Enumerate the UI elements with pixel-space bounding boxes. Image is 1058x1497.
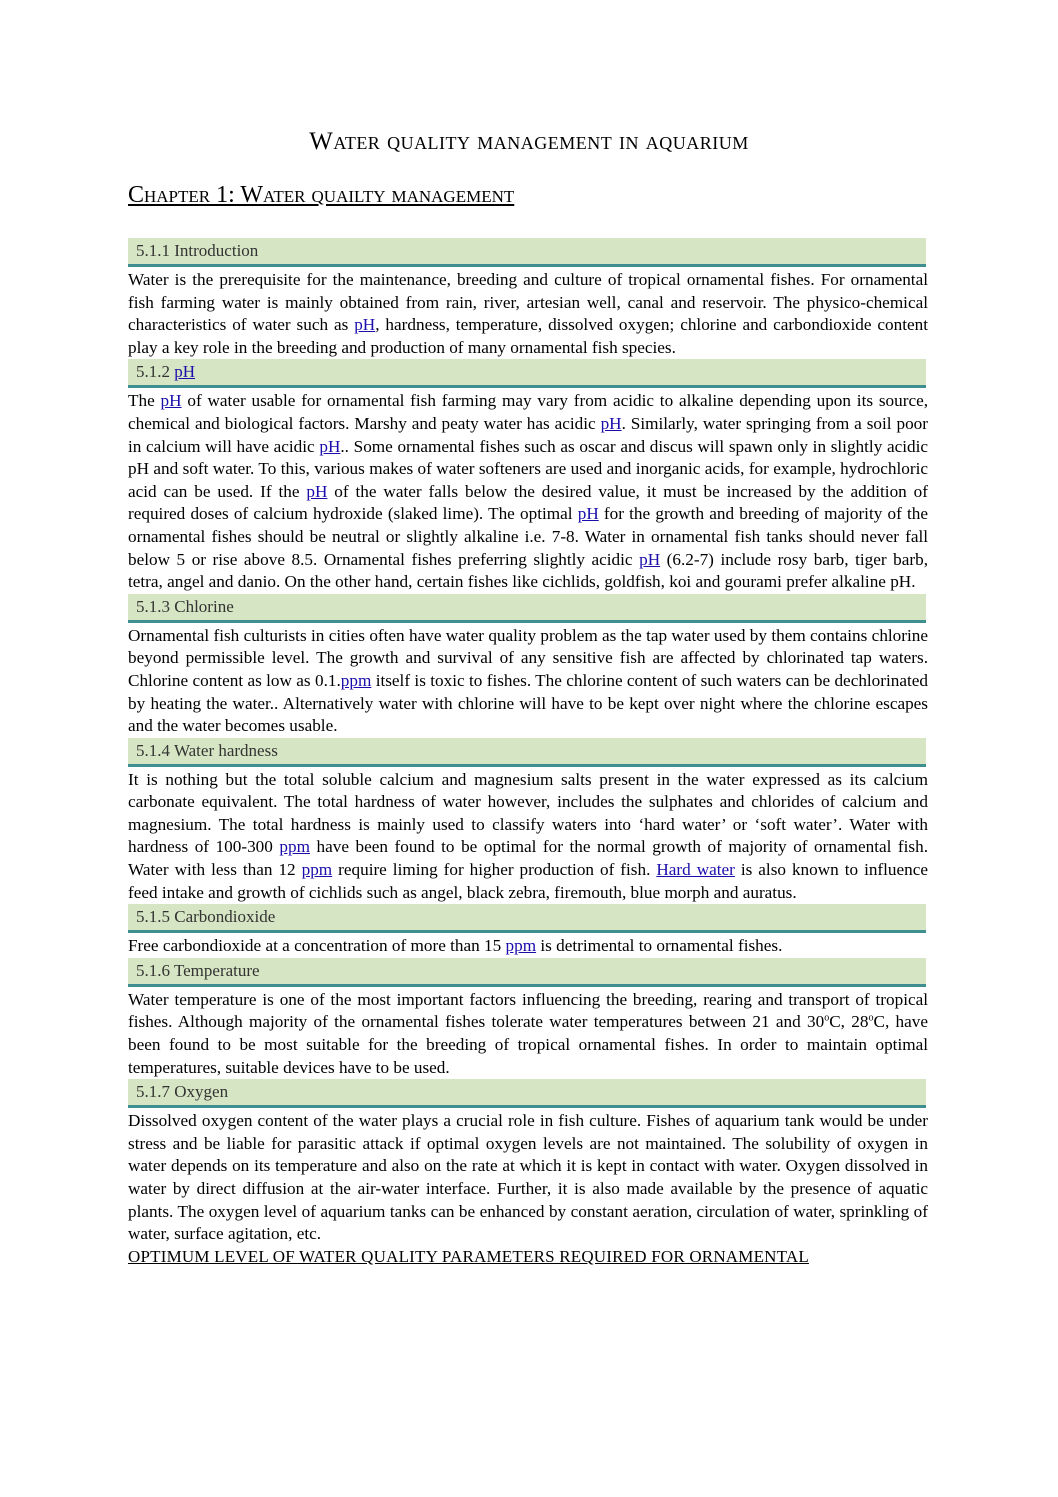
ph-link[interactable]: pH xyxy=(306,481,328,501)
text-run: have been found to be optimal for the normal growth of majority of ornamental fish. Water with less than 12 xyxy=(128,837,928,880)
section-text-ph xyxy=(128,390,928,593)
document-title: Water quality management in aquarium xyxy=(309,128,749,155)
optimum-levels-heading: OPTIMUM LEVEL OF WATER QUALITY PARAMETERS REQUIRED FOR ORNAMENTAL xyxy=(128,1246,809,1266)
ph-link[interactable]: pH xyxy=(600,413,622,433)
text-run: The xyxy=(128,391,161,411)
text-run: (6.2-7) include rosy barb, tiger barb, tetra, angel and danio. On the other hand, certain fishes like cichlids, goldfish, koi and gourami prefer alkaline pH. xyxy=(128,549,928,592)
section-text-water-hardness xyxy=(128,769,928,905)
text-run: C, have been found to be most suitable for the breeding of tropical ornamental fishes. In order to maintain optimal temperatures, suitable devices have to be used. xyxy=(128,1012,928,1077)
section-heading-temperature: 5.1.6 Temperature xyxy=(128,958,926,987)
text-run: itself is toxic to fishes. The chlorine content of such waters can be dechlorinated by heating the water.. Alternatively water with chlorine will have to be kept over night where the chlorine escapes and the water becomes usable. xyxy=(128,670,928,736)
section-text-carbondioxide xyxy=(128,935,928,958)
ph-link[interactable]: pH xyxy=(319,436,341,456)
text-run: of the water falls below the desired value, it must be increased by the addition of required doses of calcium hydroxide (slaked lime). The optimal xyxy=(128,481,928,524)
text-run: .. Some ornamental fishes such as oscar and discus will spawn only in slightly acidic pH and soft water. To this, various makes of water softeners are used and inorganic acids, for example, hydrochloric acid can be used. If the xyxy=(128,436,928,501)
section-text-chlorine xyxy=(128,625,928,738)
ppm-link[interactable]: ppm xyxy=(301,860,333,880)
section-text-introduction xyxy=(128,269,928,359)
ppm-link[interactable]: ppm xyxy=(340,670,372,690)
text-run: Water is the prerequisite for the maintenance, breeding and culture of tropical ornamental fishes. For ornamental fish farming water is mainly obtained from rain, river, artesian well, canal and reservoir. The physico-chemical characteristics of water such as xyxy=(128,270,928,335)
text-run: is also known to influence feed intake and growth of cichlids such as angel, black zebra, firemouth, blue morph and auratus. xyxy=(128,860,929,902)
text-run: It is nothing but the total soluble calcium and magnesium salts present in the water expressed as its calcium carbonate equivalent. The total hardness of water however, includes the sulphates and chlorides of calcium and magnesium. The total hardness is mainly used to classify waters into ‘hard water’ or ‘soft water’. Water with hardness of 100-300 xyxy=(128,769,928,857)
hard-water-link[interactable]: Hard water xyxy=(656,860,735,880)
degree-superscript: o xyxy=(824,1012,830,1024)
ppm-link[interactable]: ppm xyxy=(505,936,537,956)
section-heading-chlorine: 5.1.3 Chlorine xyxy=(128,594,926,623)
document-body xyxy=(128,238,928,1268)
text-run: of water usable for ornamental fish farming may vary from acidic to alkaline depending upon its source, chemical and biological factors. Marshy and peaty water has acidic xyxy=(128,391,928,433)
degree-superscript: o xyxy=(868,1012,874,1024)
text-run: Water temperature is one of the most important factors influencing the breeding, rearing and transport of tropical fishes. Although majority of the ornamental fishes tolerate water temperatures between 21 and 30 xyxy=(128,989,928,1032)
chapter-title: Chapter 1: Water quailty management xyxy=(128,182,515,208)
section-heading-carbondioxide: 5.1.5 Carbondioxide xyxy=(128,904,926,933)
text-run: . Similarly, water springing from a soil poor in calcium will have acidic xyxy=(128,413,928,456)
text-run: C, 28 xyxy=(829,1012,869,1032)
section-heading-oxygen: 5.1.7 Oxygen xyxy=(128,1079,926,1108)
ph-link[interactable]: pH xyxy=(577,504,599,524)
section-heading-water-hardness: 5.1.4 Water hardness xyxy=(128,738,926,767)
text-run: require liming for higher production of fish. xyxy=(332,860,657,880)
ph-link[interactable]: pH xyxy=(639,549,661,569)
text-run: Ornamental fish culturists in cities often have water quality problem as the tap water used by them contains chlorine beyond permissible level. The growth and survival of any sensitive fish are affected by chlorinated tap waters. Chlorine content as low as 0.1. xyxy=(128,625,928,690)
ph-link[interactable]: pH xyxy=(160,391,182,411)
ph-heading-link[interactable]: pH xyxy=(174,362,196,382)
text-run: is detrimental to ornamental fishes. xyxy=(536,936,783,956)
section-heading-introduction: 5.1.1 Introduction xyxy=(128,238,926,267)
section-heading-ph xyxy=(128,359,926,388)
section-text-temperature xyxy=(128,989,928,1079)
text-run: for the growth and breeding of majority of the ornamental fishes should be neutral or slightly alkaline i.e. 7-8. Water in ornamental fish tanks should never fall below 5 or rise above 8.5. Ornamental fishes preferring slightly acidic xyxy=(128,504,929,569)
heading-number: 5.1.2 xyxy=(136,362,175,382)
section-text-oxygen xyxy=(128,1110,928,1268)
ppm-link[interactable]: ppm xyxy=(279,837,310,857)
text-run: Free carbondioxide at a concentration of more than 15 xyxy=(128,936,506,956)
text-run: Dissolved oxygen content of the water plays a crucial role in fish culture. Fishes of aquarium tank would be under stress and be liable for parasitic attack if optimal oxygen levels are not maintained. The solubility of oxygen in water depends on its temperature and also on the rate at which it is kept in contact with water. Oxygen dissolved in water by direct diffusion at the air-water interface. Further, it is also made available by the presence of aquatic plants. The oxygen level of aquarium tanks can be enhanced by constant aeration, circulation of water, sprinkling of water, surface agitation, etc. xyxy=(128,1111,928,1244)
text-run: , hardness, temperature, dissolved oxygen; chlorine and carbondioxide content play a key role in the breeding and production of many ornamental fish species. xyxy=(128,315,929,357)
ph-link[interactable]: pH xyxy=(354,315,376,335)
